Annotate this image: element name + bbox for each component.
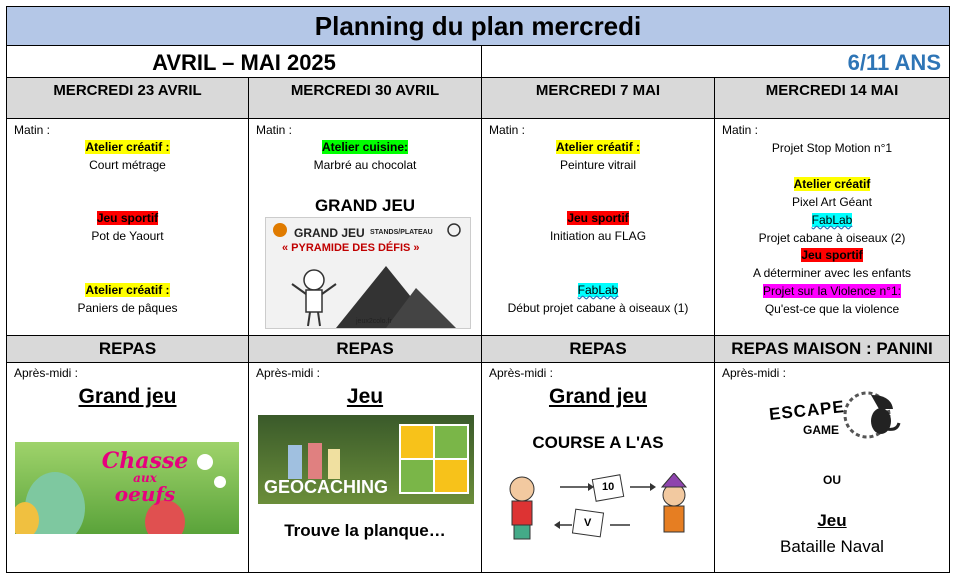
pyramide-top-text: GRAND JEU [294,226,365,240]
escape-game-illustration [767,387,907,449]
repas-label-1: REPAS [6,335,249,363]
afternoon-cell-4 [714,362,950,573]
page-title: Planning du plan mercredi [6,6,950,46]
activity-text: Initiation au FLAG [549,229,647,243]
repas-label-3: REPAS [481,335,715,363]
ou-text: OU [823,473,841,487]
chasse-text: Chasse [101,448,189,474]
activity-text: Marbré au chocolat [313,158,417,172]
activity-tag: FabLab [811,213,853,227]
escape-text: ESCAPE [768,397,846,424]
apres-midi-label: Après-midi : [14,366,79,380]
afternoon-cell-3 [481,362,715,573]
pyramide-title: « PYRAMIDE DES DÉFIS » [282,242,420,254]
apres-midi-label: Après-midi : [722,366,787,380]
activity-text: Projet cabane à oiseaux (2) [758,231,906,245]
activity-tag: Jeu sportif [567,211,629,225]
day-header-1: MERCREDI 23 AVRIL [6,77,249,119]
afternoon-title: Grand jeu [78,385,177,408]
activity-text: Peinture vitrail [559,158,637,172]
activity-tag: FabLab [577,283,619,297]
afternoon-cell-1 [6,362,249,573]
game-text: GAME [803,423,839,437]
activity-text: Pixel Art Géant [791,195,873,209]
geocaching-illustration [258,415,474,504]
morning-cell-2 [248,118,482,336]
pyramide-sub-text: STANDS/PLATEAU [370,229,433,236]
morning-cell-1 [6,118,249,336]
activity-text: Qu'est-ce que la violence [764,302,900,316]
chasse-oeufs-illustration [15,442,239,534]
activity-text: Paniers de pâques [77,301,178,315]
afternoon-text: Bataille Naval [780,537,884,556]
activity-tag: Jeu sportif [801,248,863,262]
grand-jeu-heading: GRAND JEU [314,196,416,215]
afternoon-subtitle: Trouve la planque… [284,521,446,540]
day-header-2: MERCREDI 30 AVRIL [248,77,482,119]
morning-cell-3 [481,118,715,336]
afternoon-cell-2 [248,362,482,573]
age-label: 6/11 ANS [847,50,941,75]
card-ten: 10 [602,481,615,493]
day-header-3: MERCREDI 7 MAI [481,77,715,119]
repas-label-4: REPAS MAISON : PANINI [714,335,950,363]
pyramide-illustration [265,217,471,329]
period-label: AVRIL – MAI 2025 [152,50,336,75]
activity-tag: Atelier créatif [793,177,871,191]
afternoon-title: Grand jeu [548,385,648,408]
activity-tag: Atelier créatif : [555,140,641,154]
activity-text: Pot de Yaourt [91,229,164,243]
geocaching-text: GEOCACHING [264,477,389,497]
matin-label: Matin : [722,123,759,137]
period-cell [6,45,482,78]
apres-midi-label: Après-midi : [489,366,554,380]
age-cell [481,45,950,78]
pyramide-site: jeux2colo.fr [356,318,392,325]
afternoon-subtitle: COURSE A L'AS [532,433,664,452]
repas-label-2: REPAS [248,335,482,363]
matin-label: Matin : [256,123,293,137]
activity-tag: Jeu sportif [96,211,159,225]
morning-cell-4 [714,118,950,336]
matin-label: Matin : [489,123,526,137]
day-header-4: MERCREDI 14 MAI [714,77,950,119]
activity-tag: Atelier cuisine: [321,140,409,154]
activity-text: A déterminer avec les enfants [752,266,912,280]
activity-text: Début projet cabane à oiseaux (1) [507,301,689,315]
oeufs-text: oeufs [114,482,176,506]
card-valet: V [584,517,592,529]
matin-label: Matin : [14,123,51,137]
course-as-illustration [490,473,706,545]
activity-tag: Projet sur la Violence n°1: [763,284,901,298]
aux-text: aux [133,471,157,485]
afternoon-title: Jeu [817,511,847,530]
activity-text: Court métrage [89,158,166,172]
cards-icon [490,473,706,545]
activity-tag: Atelier créatif : [85,283,170,297]
activity-tag: Atelier créatif : [85,140,170,154]
apres-midi-label: Après-midi : [256,366,321,380]
afternoon-title: Jeu [346,385,384,408]
activity-text: Projet Stop Motion n°1 [771,141,893,155]
